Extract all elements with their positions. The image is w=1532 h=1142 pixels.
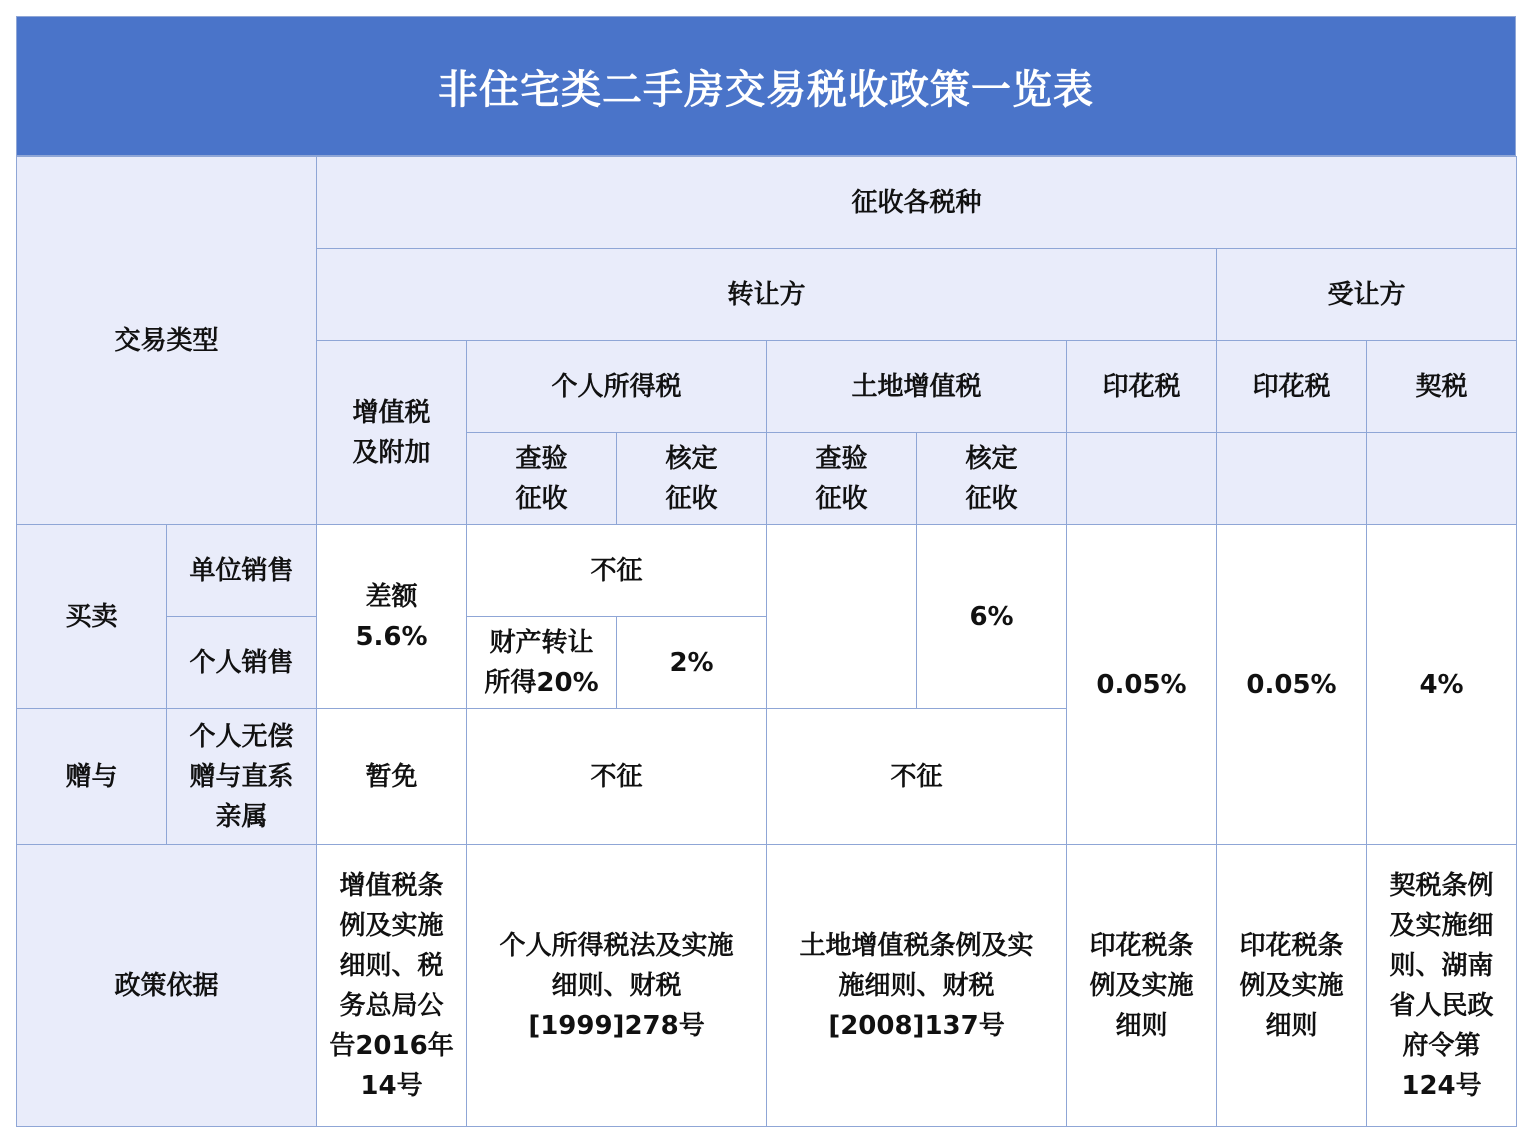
header-transaction-type: 交易类型 (17, 157, 317, 525)
header-taxes-levied: 征收各税种 (317, 157, 1517, 249)
cell-lvat-assessed-sale: 6% (917, 525, 1067, 709)
row-label-gift-desc: 个人无偿 赠与直系 亲属 (167, 709, 317, 845)
row-label-unit-sale: 单位销售 (167, 525, 317, 617)
header-lvat-assessed: 核定 征收 (917, 433, 1067, 525)
header-land-vat: 土地增值税 (767, 341, 1067, 433)
cell-pit-personal-assessed: 2% (617, 617, 767, 709)
header-lvat-audit: 查验 征收 (767, 433, 917, 525)
header-pit-assessed: 核定 征收 (617, 433, 767, 525)
cell-pit-unit: 不征 (467, 525, 767, 617)
header-pit-audit: 查验 征收 (467, 433, 617, 525)
row-label-sale: 买卖 (17, 525, 167, 709)
cell-pit-gift: 不征 (467, 709, 767, 845)
header-empty-deed (1367, 433, 1517, 525)
cell-lvat-gift: 不征 (767, 709, 1067, 845)
cell-policy-lvat: 土地增值税条例及实 施细则、财税 [2008]137号 (767, 845, 1067, 1127)
header-stamp-tax-transferee: 印花税 (1217, 341, 1367, 433)
row-label-policy-basis: 政策依据 (17, 845, 317, 1127)
cell-policy-pit: 个人所得税法及实施 细则、财税 [1999]278号 (467, 845, 767, 1127)
row-label-personal-sale: 个人销售 (167, 617, 317, 709)
cell-policy-vat: 增值税条 例及实施 细则、税 务总局公 告2016年 14号 (317, 845, 467, 1127)
header-empty-stamp-transferor (1067, 433, 1217, 525)
cell-deed-tax: 4% (1367, 525, 1517, 845)
cell-pit-personal-audit: 财产转让 所得20% (467, 617, 617, 709)
tax-policy-table (16, 156, 1517, 1127)
cell-policy-stamp-transferor: 印花税条 例及实施 细则 (1067, 845, 1217, 1127)
header-deed-tax: 契税 (1367, 341, 1517, 433)
cell-stamp-transferee: 0.05% (1217, 525, 1367, 845)
header-vat: 增值税 及附加 (317, 341, 467, 525)
header-personal-income-tax: 个人所得税 (467, 341, 767, 433)
cell-policy-stamp-transferee: 印花税条 例及实施 细则 (1217, 845, 1367, 1127)
table-title: 非住宅类二手房交易税收政策一览表 (16, 16, 1516, 156)
cell-lvat-audit-sale (767, 525, 917, 709)
policy-table-container (16, 16, 1516, 1127)
header-transferor: 转让方 (317, 249, 1217, 341)
cell-stamp-transferor: 0.05% (1067, 525, 1217, 845)
header-empty-stamp-transferee (1217, 433, 1367, 525)
cell-policy-deed: 契税条例 及实施细 则、湖南 省人民政 府令第 124号 (1367, 845, 1517, 1127)
header-stamp-tax-transferor: 印花税 (1067, 341, 1217, 433)
cell-vat-sale: 差额 5.6% (317, 525, 467, 709)
cell-vat-gift: 暂免 (317, 709, 467, 845)
row-label-gift: 赠与 (17, 709, 167, 845)
header-transferee: 受让方 (1217, 249, 1517, 341)
